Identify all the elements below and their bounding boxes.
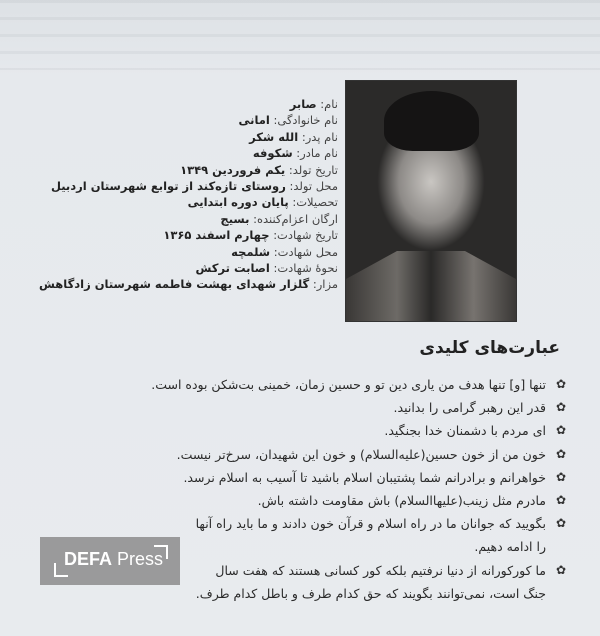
profile-value: چهارم اسفند ۱۳۶۵ xyxy=(163,228,270,243)
flower-bullet-icon: ✿ xyxy=(555,493,566,508)
portrait-shirt xyxy=(346,251,516,321)
list-item-text: خون من از خون حسین(علیه‌السلام) و خون این شهیدان، سرخ‌تر نیست. xyxy=(176,446,546,462)
profile-label: محل تولد: xyxy=(289,179,338,194)
profile-row xyxy=(38,145,338,161)
profile-value: پایان دوره ابتدایی xyxy=(187,195,289,210)
list-item-text: ای مردم با دشمنان خدا بجنگید. xyxy=(384,423,546,439)
profile-label: نام: xyxy=(320,97,338,111)
list-item-text: ما کورکورانه از دنیا نرفتیم بلکه کور کسانی هستند که هفت سال جنگ است، نمی‌توانند بگویند که حق کدام طرف و باطل کدام طرف. xyxy=(195,562,546,601)
profile-label: نام خانوادگی: xyxy=(273,113,338,128)
flower-bullet-icon: ✿ xyxy=(555,516,566,531)
profile-label: نام پدر: xyxy=(301,129,338,144)
profile-label: مزار: xyxy=(312,277,338,292)
profile-row xyxy=(38,129,338,145)
profile-value: الله شکر xyxy=(249,129,299,144)
martyr-portrait-photo xyxy=(345,80,517,322)
profile-value: یکم فروردین ۱۳۴۹ xyxy=(180,162,286,177)
list-item xyxy=(26,466,566,489)
profile-row xyxy=(38,96,338,112)
profile-label: تاریخ شهادت: xyxy=(273,228,338,243)
profile-value: شلمچه xyxy=(231,244,271,259)
profile-info xyxy=(38,96,338,293)
profile-value: صابر xyxy=(289,97,317,111)
profile-value: گلزار شهدای بهشت فاطمه شهرستان زادگاهش xyxy=(39,277,310,292)
list-item-text: بگویید که جوانان ما در راه اسلام و قرآن خون دادند و ما باید راه آنها را ادامه دهیم. xyxy=(195,516,546,555)
profile-label: نحوهٔ شهادت: xyxy=(273,261,338,276)
bleed-through-text xyxy=(0,0,600,70)
profile-row xyxy=(38,276,338,292)
watermark-text xyxy=(64,549,163,570)
profile-row xyxy=(38,211,338,227)
profile-row xyxy=(38,112,338,128)
flower-bullet-icon: ✿ xyxy=(555,469,566,484)
profile-value: اصابت ترکش xyxy=(195,261,270,276)
portrait-hair xyxy=(384,91,479,151)
profile-value: شکوفه xyxy=(252,146,293,161)
profile-value: بسیج xyxy=(220,211,250,226)
list-item xyxy=(26,419,566,442)
list-item-text: مادرم مثل زینب(علیهاالسلام) باش مقاومت داشته باش. xyxy=(257,493,546,509)
defa-press-watermark xyxy=(40,537,180,585)
profile-row xyxy=(38,227,338,243)
flower-bullet-icon: ✿ xyxy=(555,446,566,461)
profile-row xyxy=(38,260,338,276)
profile-label: محل شهادت: xyxy=(273,244,338,259)
section-heading: عبارت‌های کلیدی xyxy=(419,338,560,358)
profile-value: امانی xyxy=(238,113,270,128)
profile-label: نام مادر: xyxy=(296,146,338,161)
list-item xyxy=(26,396,566,419)
profile-value: روستای تازه‌کند از توابع شهرستان اردبیل xyxy=(50,179,286,194)
list-item xyxy=(26,373,566,396)
flower-bullet-icon: ✿ xyxy=(555,377,566,391)
list-item xyxy=(26,489,566,512)
list-item-text: خواهرانم و برادرانم شما پشتیبان اسلام باشید تا آسیب به اسلام نرسد. xyxy=(183,469,546,485)
profile-row xyxy=(38,162,338,178)
profile-row xyxy=(38,178,338,194)
flower-bullet-icon: ✿ xyxy=(555,562,566,577)
flower-bullet-icon: ✿ xyxy=(555,400,566,415)
watermark-suffix: Press xyxy=(112,549,164,569)
flower-bullet-icon: ✿ xyxy=(555,423,566,438)
profile-row xyxy=(38,244,338,260)
profile-label: ارگان اعزام‌کننده: xyxy=(253,211,338,226)
profile-label: تحصیلات: xyxy=(292,195,338,210)
watermark-brand: DEFA xyxy=(64,549,113,569)
list-item xyxy=(26,443,566,466)
list-item-text: قدر این رهبر گرامی را بدانید. xyxy=(393,400,546,416)
list-item-text: تنها [و] تنها هدف من یاری دین تو و حسین زمان، خمینی بت‌شکن بوده است. xyxy=(151,377,546,392)
profile-label: تاریخ تولد: xyxy=(288,162,338,177)
profile-row xyxy=(38,194,338,210)
